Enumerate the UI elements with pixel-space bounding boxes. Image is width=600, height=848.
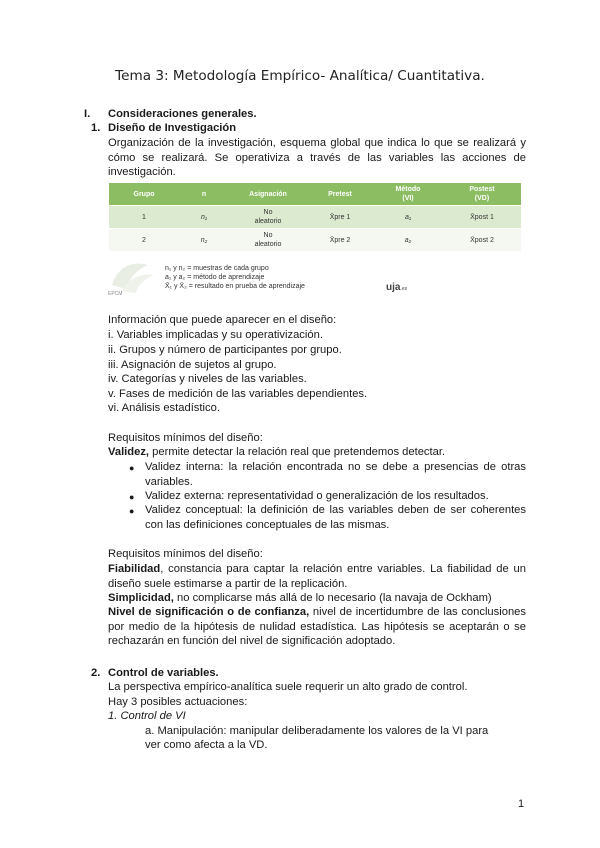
simplicity-text: no complicarse más allá de lo necesario (la navaja de Ockham) [173,592,492,604]
table-cell: a₁ [373,206,443,229]
logo-text: EPCM [108,291,123,297]
table-cell: 1 [109,206,179,229]
significance-term: Nivel de significación o de confianza, [108,606,310,618]
subsection-number: 2. [91,667,101,679]
table-cell: n₁ [179,206,229,229]
bullet-text: Validez conceptual: la definición de las variables deben de ser coherentes con las definiciones conceptuales de las mismas. [145,504,526,531]
bullet-text: Validez externa: representatividad o generalización de los resultados. [145,490,489,502]
list-item: v. Fases de medición de las variables dependientes. [108,388,368,400]
validity-term: Validez, [108,446,150,458]
table-legend-line: X̄₁ y X̄₂ = resultado en prueba de aprendizaje [165,283,305,290]
control-item-line: ver como afecta a la VD. [145,739,268,751]
table-cell: No aleatorio [229,206,307,229]
table-header: Asignación [229,183,307,206]
table-row [109,206,521,229]
control-subheading: 1. Control de VI [108,710,186,722]
table-header: Pretest [307,183,373,206]
control-paragraph: La perspectiva empírico-analítica suele requerir un alto grado de control. [108,681,468,693]
table-header: Método (VI) [373,183,443,206]
table-cell: No aleatorio [229,229,307,252]
table-header: Postest (VD) [443,183,521,206]
subsection-title: Diseño de Investigación [108,122,237,134]
list-item: i. Variables implicadas y su operativización. [108,329,323,341]
significance-text: nivel de incertidumbre de las conclusiones por medio de la hipótesis de nulidad estadística. Las hipótesis se aceptarán o se rechazarán en función del nivel de significación adoptado. [108,606,526,648]
table-header: Grupo [109,183,179,206]
requirements-heading: Requisitos mínimos del diseño: [108,432,263,444]
table-cell: X̄pre 1 [307,206,373,229]
uja-logo-suffix: .es [400,286,408,292]
design-table [109,183,521,251]
table-cell: X̄post 2 [443,229,521,252]
table-cell: 2 [109,229,179,252]
table-row [109,229,521,252]
list-item: iii. Asignación de sujetos al grupo. [108,359,277,371]
table-legend-line: n₁ y n₂ = muestras de cada grupo [165,265,269,272]
table-cell: n₂ [179,229,229,252]
table-header: n [179,183,229,206]
simplicity-term: Simplicidad, [108,592,174,604]
logo-watermark [108,255,160,295]
page-number: 1 [518,798,525,810]
table-cell: X̄pre 2 [307,229,373,252]
info-heading: Información que puede aparecer en el diseño: [108,314,337,326]
reliability-paragraph [108,562,526,591]
validity-text: permite detectar la relación real que pretendemos detectar. [149,446,446,458]
bullet-icon: ● [129,492,135,502]
subsection-number: 1. [91,122,101,134]
bullet-icon: ● [129,463,135,473]
table-cell: X̄post 1 [443,206,521,229]
control-item-line: a. Manipulación: manipular deliberadamente los valores de la VI para [145,725,489,737]
validity-line [108,445,445,460]
bullet-text: Validez interna: la relación encontrada no se debe a presencias de otras variables. [145,461,526,488]
subsection-title: Control de variables. [108,667,219,679]
table-legend-line: a₁ y a₂ = método de aprendizaje [165,274,265,281]
reliability-text: , constancia para captar la relación entre variables. La fiabilidad de un diseño suele estimarse a partir de la replicación. [108,563,526,590]
significance-paragraph [108,605,526,649]
list-item: ii. Grupos y número de participantes por grupo. [108,344,342,356]
control-paragraph: Hay 3 posibles actuaciones: [108,696,248,708]
list-item: vi. Análisis estadístico. [108,402,220,414]
requirements-heading: Requisitos mínimos del diseño: [108,548,263,560]
page-title: Tema 3: Metodología Empírico- Analítica/ Cuantitativa. [115,68,485,84]
reliability-term: Fiabilidad [108,563,161,575]
list-item: iv. Categorías y niveles de las variables. [108,373,307,385]
bullet-icon: ● [129,506,135,516]
table-cell: a₂ [373,229,443,252]
uja-logo-text: uja [386,282,401,293]
section-number: I. [84,108,91,120]
design-intro-paragraph: Organización de la investigación, esquema global que indica lo que se realizará y cómo se realizará. Se operativiza a través de las variables las acciones de investigación. [108,137,526,179]
simplicity-paragraph [108,591,526,606]
table-header-row [109,183,521,206]
section-title: Consideraciones generales. [108,108,257,120]
uja-logo [386,281,407,297]
